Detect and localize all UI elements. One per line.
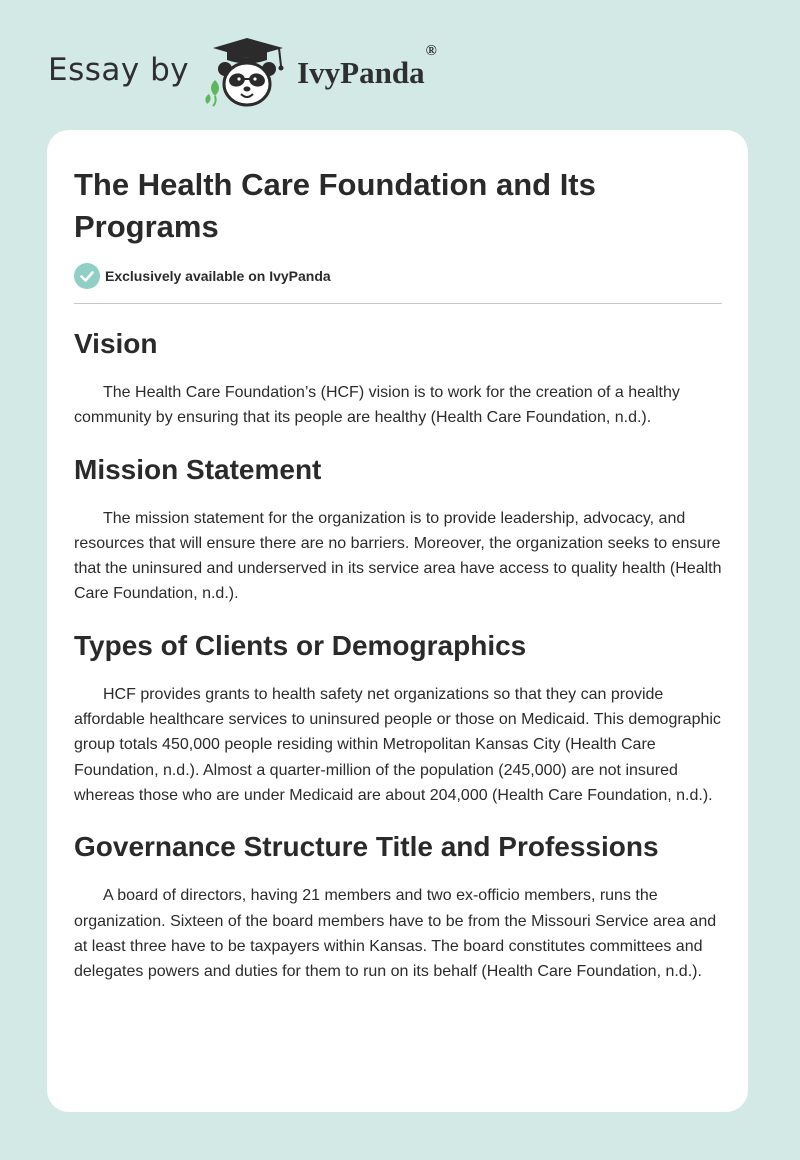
- section-mission-statement: [74, 452, 722, 607]
- section-vision: [74, 326, 722, 431]
- section-paragraph: The Health Care Foundation’s (HCF) vision is to work for the creation of a healthy community by ensuring that its people are healthy (Health Care Foundation, n.d.).: [74, 384, 680, 427]
- exclusive-badge: [74, 261, 722, 291]
- section-heading: Types of Clients or Demographics: [74, 629, 527, 661]
- brand-name[interactable]: IvyPanda®: [297, 43, 437, 90]
- registered-mark: ®: [425, 43, 437, 59]
- essay-card: [47, 130, 748, 1112]
- essay-by-label: Essay by: [48, 52, 190, 88]
- section-paragraph: The mission statement for the organization is to provide leadership, advocacy, and resources that will ensure there are no barriers. Moreover, the organization seeks to ensure that the uninsured and underserved in its service area have access to quality health (Health Care Foundation, n.d.).: [74, 509, 722, 603]
- check-circle-icon: [74, 263, 100, 289]
- panda-graduation-cap-logo-icon[interactable]: [203, 36, 295, 108]
- page-title: The Health Care Foundation and Its Programs: [74, 167, 596, 244]
- section-paragraph: HCF provides grants to health safety net organizations so that they can provide affordable healthcare services to uninsured people or those on Medicaid. This demographic group totals 450,000 people residing within Metropolitan Kansas City (Health Care Foundation, n.d.). Almost a quarter-million of the population (245,000) are not insured whereas those who are under Medicaid are about 204,000 (Health Care Foundation, n.d.).: [74, 685, 721, 804]
- exclusive-badge-label: Exclusively available on IvyPanda: [105, 268, 331, 284]
- section-client-demographics: [74, 628, 722, 808]
- section-governance-structure: [74, 829, 722, 984]
- section-heading: Governance Structure Title and Professions: [74, 831, 659, 863]
- section-paragraph: A board of directors, having 21 members and two ex-officio members, runs the organization. Sixteen of the board members have to be from the Missouri Service area and at least three have to be taxpayers within Kansas. The board constitutes committees and delegates powers and duties for them to run on its behalf (Health Care Foundation, n.d.).: [74, 887, 717, 981]
- title-divider: [74, 303, 722, 304]
- section-heading: Mission Statement: [74, 453, 322, 485]
- site-header: [48, 36, 437, 108]
- section-heading: Vision: [74, 328, 158, 359]
